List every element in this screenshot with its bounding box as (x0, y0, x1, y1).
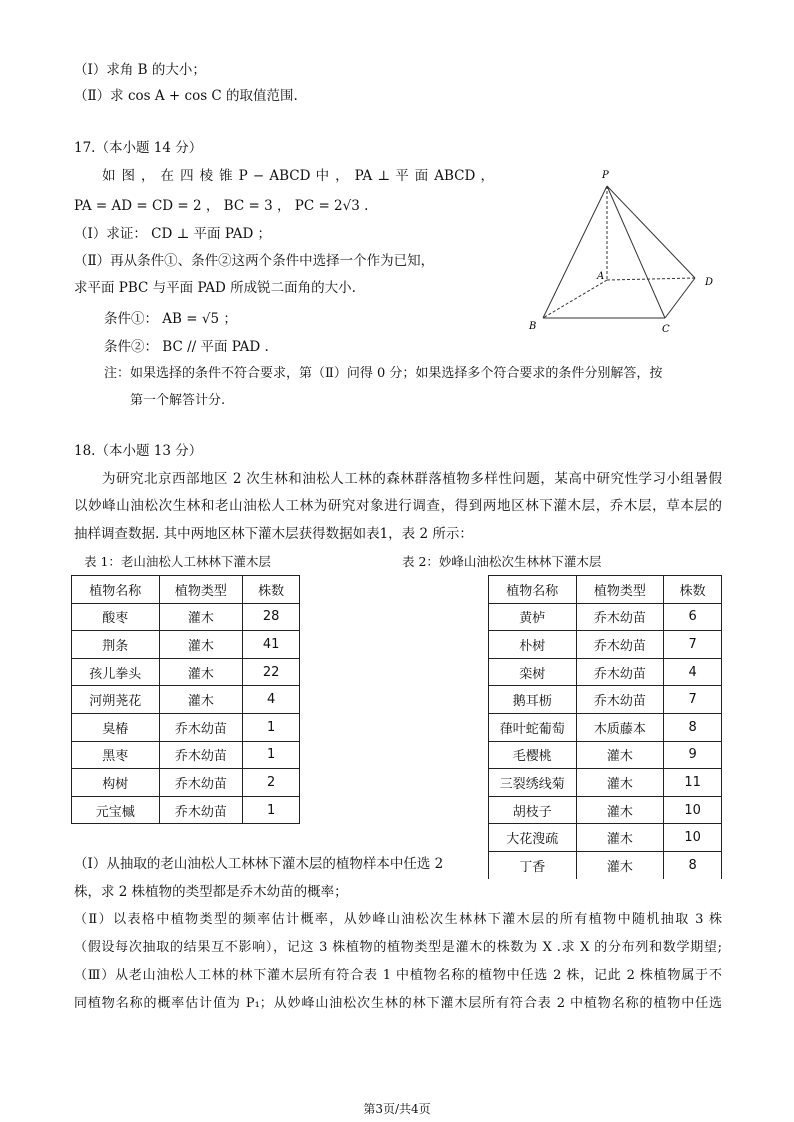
table2-header-count: 株数 (664, 576, 722, 604)
plant-type: 乔木幼苗 (576, 686, 664, 714)
plant-type: 灌木 (576, 824, 664, 852)
plant-count: 22 (243, 658, 300, 686)
table-row (489, 769, 722, 797)
plant-count: 8 (664, 851, 722, 878)
plant-count: 6 (664, 603, 722, 631)
plant-name: 酸枣 (72, 603, 160, 631)
q17-condition1: 条件①： AB = √5 ； (104, 311, 237, 327)
label-p: P (602, 170, 609, 181)
q18-part3-line1: （Ⅲ）从老山油松人工林的林下灌木层所有符合表 1 中植物名称的植物中任选 2 株，记此 2 株植物属于不 (74, 968, 722, 983)
plant-count: 1 (243, 741, 300, 769)
q17-title: 17.（本小题 14 分） (74, 140, 203, 156)
plant-type: 乔木幼苗 (159, 796, 243, 824)
table-row (72, 713, 300, 741)
q18-intro-line2: 以妙峰山油松次生林和老山油松人工林为研究对象进行调查，得到两地区林下灌木层，乔木层，草本层的 (74, 498, 722, 514)
table-row (489, 851, 722, 878)
table-row (72, 603, 300, 631)
q18-part2-line2: （假设每次抽取的结果互不影响），记这 3 株植物的植物类型是灌木的株数为 X .求 X 的分布列和数学期望; (74, 940, 722, 955)
plant-name: 鹅耳枥 (489, 686, 577, 714)
plant-type: 乔木幼苗 (159, 713, 243, 741)
table2-header-name: 植物名称 (489, 576, 577, 604)
table-row (489, 686, 722, 714)
plant-count: 41 (243, 631, 300, 659)
plant-count: 8 (664, 713, 722, 741)
plant-type: 乔木幼苗 (576, 658, 664, 686)
label-d: D (705, 277, 714, 288)
q18-intro-line3: 抽样调查数据. 其中两地区林下灌木层获得数据如表1，表 2 所示： (74, 526, 473, 542)
plant-type: 灌木 (159, 603, 243, 631)
plant-count: 2 (243, 769, 300, 797)
q16-part2: （Ⅱ）求 cos A + cos C 的取值范围. (74, 88, 298, 104)
table-row (489, 796, 722, 824)
table-row (489, 631, 722, 659)
table2 (488, 575, 722, 879)
q17-part2-line2: 求平面 PBC 与平面 PAD 所成锐二面角的大小. (74, 280, 356, 296)
table-row (489, 603, 722, 631)
table-row (72, 631, 300, 659)
table-row (489, 741, 722, 769)
table-row (489, 658, 722, 686)
q17-stem-line2: PA = AD = CD = 2 ， BC = 3 ， PC = 2√3 . (74, 198, 369, 214)
plant-type: 灌木 (159, 658, 243, 686)
plant-count: 28 (243, 603, 300, 631)
page-footer: 第3页/共4页 (363, 1102, 431, 1116)
plant-name: 大花溲疏 (489, 824, 577, 852)
plant-name: 胡枝子 (489, 796, 577, 824)
q18-part1-line2: 株，求 2 株植物的类型都是乔木幼苗的概率； (74, 884, 348, 900)
q18-part1-line1: （Ⅰ）从抽取的老山油松人工林林下灌木层的植物样本中任选 2 (74, 856, 444, 872)
q18-part3-line2: 同植物名称的概率估计值为 P₁；从妙峰山油松次生林的林下灌木层所有符合表 2 中植物名称的植物中任选 (74, 996, 722, 1011)
plant-name: 荆条 (72, 631, 160, 659)
plant-type: 灌木 (576, 741, 664, 769)
table-row (72, 658, 300, 686)
table-row (72, 796, 300, 824)
pyramid-figure (515, 160, 725, 335)
q17-note-line1: 注：如果选择的条件不符合要求，第（Ⅱ）问得 0 分；如果选择多个符合要求的条件分别解答，按 (104, 366, 663, 381)
label-c: C (662, 324, 670, 335)
q18-title: 18.（本小题 13 分） (74, 443, 203, 459)
q17-condition2: 条件②： BC // 平面 PAD . (104, 339, 269, 355)
plant-name: 葎叶蛇葡萄 (489, 713, 577, 741)
plant-type: 乔木幼苗 (159, 741, 243, 769)
plant-count: 7 (664, 631, 722, 659)
table1 (71, 575, 300, 824)
table-row (72, 686, 300, 714)
plant-name: 构树 (72, 769, 160, 797)
q17-part1: （Ⅰ）求证： CD ⊥ 平面 PAD ； (74, 226, 272, 242)
plant-count: 4 (243, 686, 300, 714)
plant-count: 1 (243, 713, 300, 741)
plant-count: 4 (664, 658, 722, 686)
plant-name: 栾树 (489, 658, 577, 686)
plant-name: 元宝槭 (72, 796, 160, 824)
plant-count: 1 (243, 796, 300, 824)
label-a: A (597, 271, 605, 282)
table1-header-type: 植物类型 (159, 576, 243, 604)
plant-type: 乔木幼苗 (159, 769, 243, 797)
table1-header (72, 576, 300, 604)
plant-name: 三裂绣线菊 (489, 769, 577, 797)
plant-type: 木质藤本 (576, 713, 664, 741)
plant-name: 黄栌 (489, 603, 577, 631)
plant-name: 河朔荛花 (72, 686, 160, 714)
plant-name: 朴树 (489, 631, 577, 659)
table-row (72, 741, 300, 769)
plant-name: 臭椿 (72, 713, 160, 741)
table-row (489, 824, 722, 852)
plant-type: 灌木 (576, 796, 664, 824)
plant-type: 灌木 (159, 631, 243, 659)
table1-caption: 表 1：老山油松人工林林下灌木层 (84, 554, 271, 569)
q16-part1: （Ⅰ）求角 B 的大小； (74, 62, 206, 78)
table1-header-name: 植物名称 (72, 576, 160, 604)
table2-header-type: 植物类型 (576, 576, 664, 604)
q17-part2-line1: （Ⅱ）再从条件①、条件②这两个条件中选择一个作为已知， (74, 253, 435, 269)
table2-header (489, 576, 722, 604)
plant-count: 9 (664, 741, 722, 769)
plant-name: 黑枣 (72, 741, 160, 769)
plant-name: 孩儿拳头 (72, 658, 160, 686)
table1-header-count: 株数 (243, 576, 300, 604)
label-b: B (529, 321, 537, 332)
plant-count: 10 (664, 796, 722, 824)
q17-stem-line1: 如 图 ， 在 四 棱 锥 P − ABCD 中 ， PA ⊥ 平 面 ABCD ， (102, 168, 494, 184)
q17-note-line2: 第一个解答计分. (130, 393, 226, 408)
plant-count: 10 (664, 824, 722, 852)
plant-type: 灌木 (576, 851, 664, 878)
plant-name: 丁香 (489, 851, 577, 878)
plant-name: 毛樱桃 (489, 741, 577, 769)
plant-type: 灌木 (576, 769, 664, 797)
plant-type: 乔木幼苗 (576, 603, 664, 631)
table2-caption: 表 2：妙峰山油松次生林林下灌木层 (402, 554, 602, 569)
plant-count: 11 (664, 769, 722, 797)
q18-intro-line1: 为研究北京西部地区 2 次生林和油松人工林的森林群落植物多样性问题，某高中研究性学习小组暑假 (102, 471, 722, 487)
table-row (72, 769, 300, 797)
plant-count: 7 (664, 686, 722, 714)
table-row (489, 713, 722, 741)
q18-part2-line1: （Ⅱ）以表格中植物类型的频率估计概率，从妙峰山油松次生林林下灌木层的所有植物中随机抽取 3 株 (74, 912, 722, 927)
plant-type: 乔木幼苗 (576, 631, 664, 659)
plant-type: 灌木 (159, 686, 243, 714)
